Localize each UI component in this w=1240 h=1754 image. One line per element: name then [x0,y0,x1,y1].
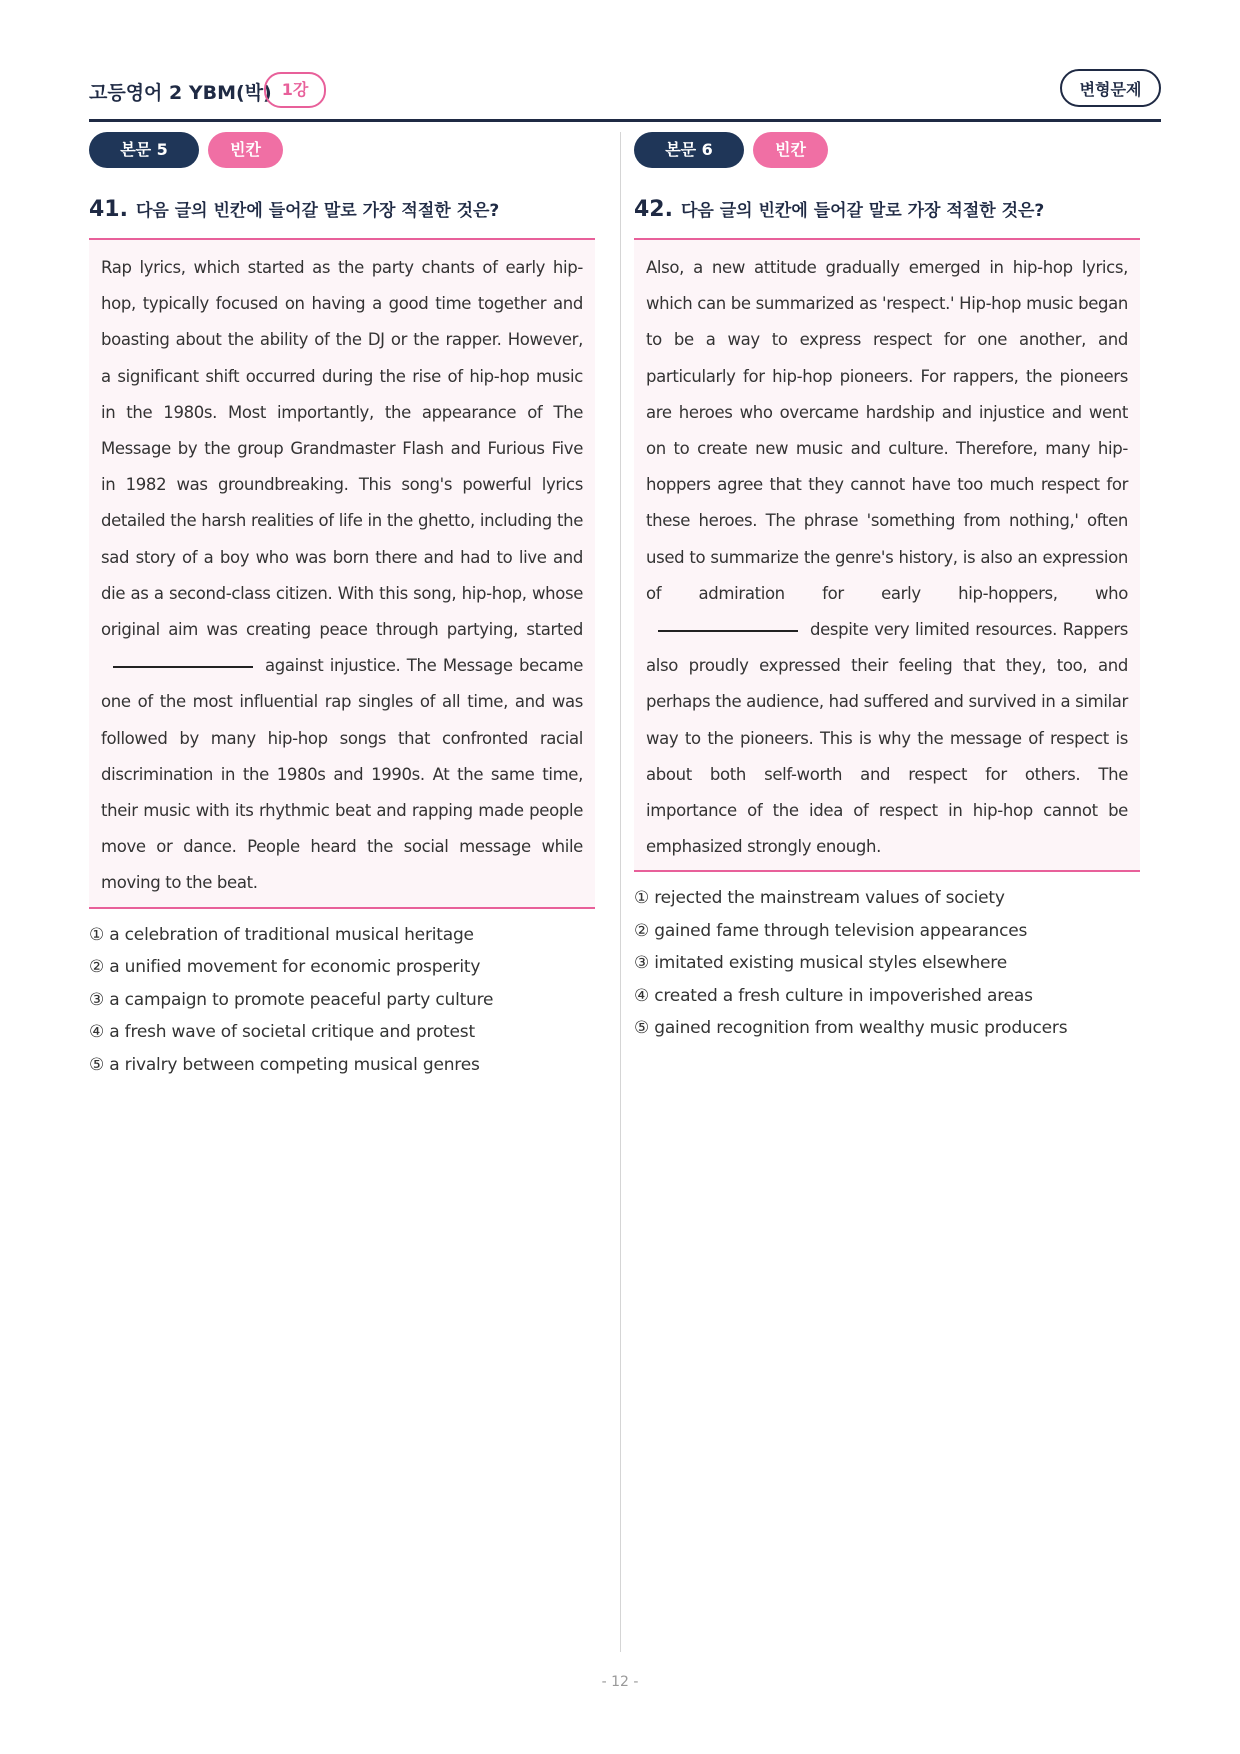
question-prompt: 다음 글의 빈칸에 들어갈 말로 가장 적절한 것은? [135,201,500,221]
page-header [89,70,1161,116]
question-type-tag: 빈칸 [753,132,828,168]
question-column-right [634,132,1140,1045]
answer-option[interactable]: ④ a fresh wave of societal critique and protest [89,1022,475,1043]
passage-tag: 본문 5 [89,132,199,168]
answer-option[interactable]: ② gained fame through television appearances [634,920,1028,941]
passage-tag: 본문 6 [634,132,744,168]
question-prompt: 다음 글의 빈칸에 들어갈 말로 가장 적절한 것은? [680,201,1045,221]
answer-option[interactable]: ④ created a fresh culture in impoverished areas [634,985,1033,1006]
passage-text [101,250,583,902]
passage-text-after-blank: against injustice. The Message became one of the most influential rap singles of all time, and was followed by many hip-hop songs that confronted racial discrimination in the 1980s and 1990s. At the same time, their music with its rhythmic beat and rapping made people move or dance. People heard the social message while moving to the beat. [101,656,583,893]
answer-option[interactable]: ⑤ a rivalry between competing musical genres [89,1054,480,1075]
answer-options [634,882,1140,1045]
question-column-left [89,132,595,1081]
header-divider [89,119,1161,122]
answer-option[interactable]: ② a unified movement for economic prosperity [89,957,481,978]
question-heading [89,196,595,226]
passage-text-before-blank: Also, a new attitude gradually emerged in hip-hop lyrics, which can be summarized as 'respect.' Hip-hop music began to be a way to express respect for one another, and particularly for hip-hop pioneers. For rappers, the pioneers are heroes who overcame hardship and injustice and went on to create new music and culture. Therefore, many hip-hoppers agree that they cannot have too much respect for these heroes. The phrase 'something from nothing,' often used to summarize the genre's history, is also an expression of admiration for early hip-hoppers, who [646,258,1128,603]
question-tags [634,132,1140,168]
column-divider [620,132,621,1652]
question-number: 41. [89,197,128,222]
question-number: 42. [634,197,673,222]
answer-options [89,919,595,1082]
passage-text [646,250,1128,865]
passage-box [89,238,595,909]
answer-blank [113,666,253,668]
passage-box [634,238,1140,872]
worksheet-type-badge: 변형문제 [1060,69,1161,107]
answer-blank [658,630,798,632]
book-title: 고등영어 2 YBM(박) [89,82,272,104]
passage-text-after-blank: despite very limited resources. Rappers also proudly expressed their feeling that they, too, and perhaps the audience, had suffered and survived in a similar way to the pioneers. This is why the message of respect is about both self-worth and respect for others. The importance of the idea of respect in hip-hop cannot be emphasized strongly enough. [646,620,1128,857]
answer-option[interactable]: ① a celebration of traditional musical heritage [89,924,474,945]
question-tags [89,132,595,168]
lesson-badge: 1강 [264,72,326,108]
page-number: - 12 - [601,1674,639,1690]
passage-text-before-blank: Rap lyrics, which started as the party chants of early hip-hop, typically focused on having a good time together and boasting about the ability of the DJ or the rapper. However, a significant shift occurred during the rise of hip-hop music in the 1980s. Most importantly, the appearance of The Message by the group Grandmaster Flash and Furious Five in 1982 was groundbreaking. This song's powerful lyrics detailed the harsh realities of life in the ghetto, including the sad story of a boy who was born there and had to live and die as a second-class citizen. With this song, hip-hop, whose original aim was creating peace through partying, started [101,258,583,640]
question-heading [634,196,1140,226]
answer-option[interactable]: ③ imitated existing musical styles elsewhere [634,953,1007,974]
answer-option[interactable]: ⑤ gained recognition from wealthy music producers [634,1018,1068,1039]
answer-option[interactable]: ① rejected the mainstream values of society [634,888,1005,909]
question-type-tag: 빈칸 [208,132,283,168]
answer-option[interactable]: ③ a campaign to promote peaceful party culture [89,989,494,1010]
